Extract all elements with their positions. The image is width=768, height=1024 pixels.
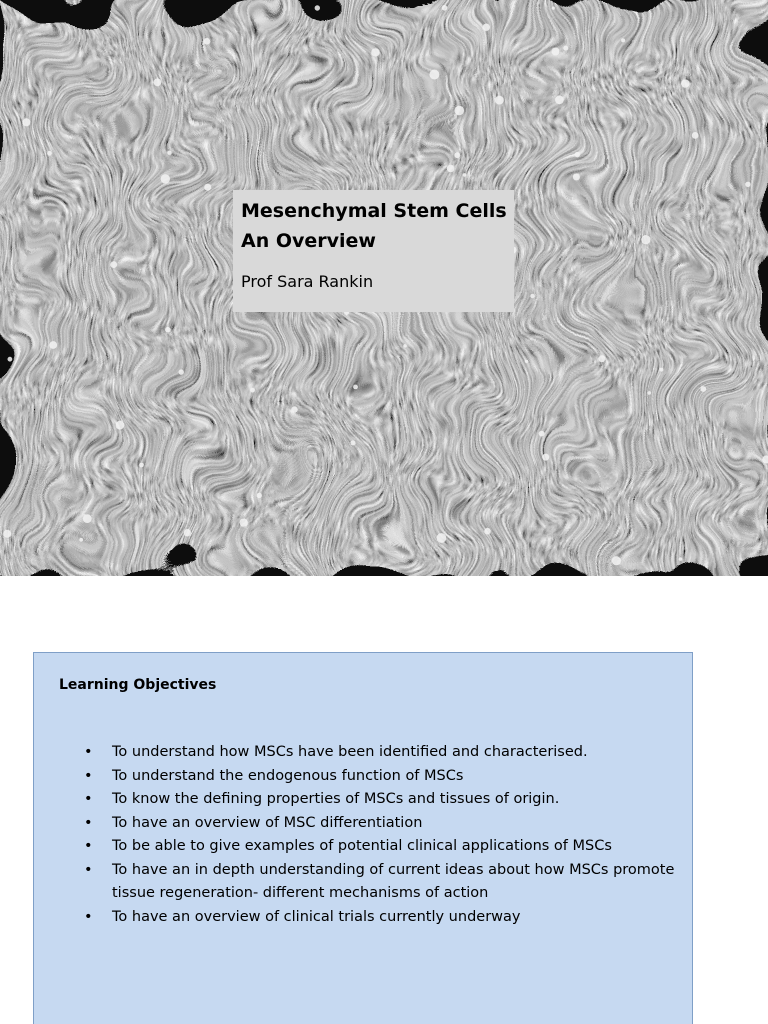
objective-text: To have an in depth understanding of current ideas about how MSCs promote tissue regeneration- different mechanisms of action (112, 861, 675, 901)
objective-text: To have an overview of MSC differentiation (112, 814, 423, 831)
objective-item (84, 812, 684, 836)
objective-item (84, 859, 684, 906)
bullet-icon: • (84, 744, 93, 760)
title-box (233, 190, 514, 312)
objective-text: To have an overview of clinical trials currently underway (112, 908, 521, 925)
objective-text: To know the defining properties of MSCs and tissues of origin. (112, 791, 560, 807)
objective-text: To be able to give examples of potential clinical applications of MSCs (112, 838, 612, 854)
learning-objectives-box (33, 652, 693, 1024)
bullet-icon: • (84, 791, 93, 807)
objective-text: To understand how MSCs have been identified and characterised. (112, 744, 588, 760)
slide-title-line-2: An Overview (241, 230, 376, 252)
objective-text: To understand the endogenous function of MSCs (112, 767, 464, 784)
objective-item (84, 765, 684, 789)
objective-item (84, 788, 684, 812)
bullet-icon: • (84, 838, 93, 854)
objective-item (84, 906, 684, 930)
slide-title-line-1: Mesenchymal Stem Cells (241, 200, 507, 222)
learning-objectives-list (84, 741, 684, 929)
bullet-icon: • (84, 908, 93, 925)
bullet-icon: • (84, 861, 93, 878)
bullet-icon: • (84, 767, 93, 784)
objective-item (84, 741, 684, 765)
bullet-icon: • (84, 814, 93, 831)
objective-item (84, 835, 684, 859)
learning-objectives-heading: Learning Objectives (59, 677, 217, 693)
author-name: Prof Sara Rankin (241, 272, 374, 291)
